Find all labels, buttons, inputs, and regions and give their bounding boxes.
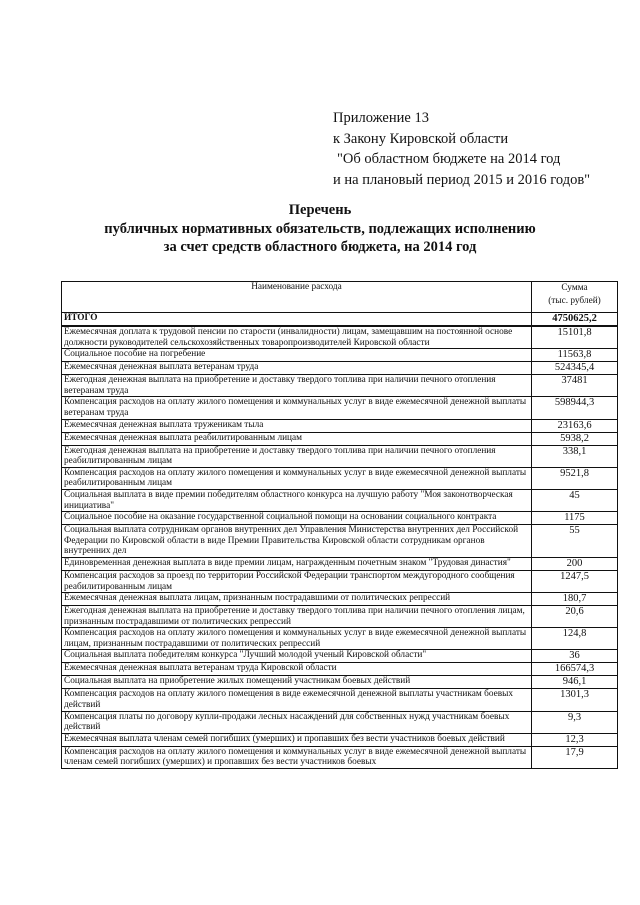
table-row <box>62 467 618 489</box>
expense-sum-cell: 15101,8 <box>532 326 618 349</box>
table-row <box>62 489 618 511</box>
expense-sum-cell: 17,9 <box>532 746 618 768</box>
expense-sum-cell: 12,3 <box>532 733 618 746</box>
expense-name-cell: Ежегодная денежная выплата на приобретение и доставку твердого топлива при наличии печного отопления ветеранам труда <box>62 375 532 397</box>
expense-name-cell: Компенсация расходов на оплату жилого помещения и коммунальных услуг в виде ежемесячной денежной выплаты лицам, признанным пострадавшими от политических репрессий <box>62 628 532 650</box>
appendix-line: к Закону Кировской области <box>333 130 509 147</box>
table-row <box>62 689 618 711</box>
expense-name-cell: Ежемесячная денежная выплата ветеранам труда <box>62 362 532 375</box>
expense-name-cell: Ежемесячная доплата к трудовой пенсии по старости (инвалидности) лицам, замещавшим на постоянной основе должности руководителей сельскохозяйственных товаропроизводителей Кировской области <box>62 326 532 349</box>
expense-name-cell: Социальная выплата сотрудникам органов внутренних дел Управления Министерства внутренних дел Российской Федерации по Кировской области в виде Премии Правительства Кировской области сотрудникам органов внутренних дел <box>62 525 532 558</box>
expense-name-cell: Компенсация расходов за проезд по территории Российской Федерации транспортом междугородного сообщения реабилитированным лицам <box>62 570 532 592</box>
expense-name-cell: Компенсация расходов на оплату жилого помещения и коммунальных услуг в виде ежемесячной денежной выплаты членам семей погибших (умерших) и пропавших без вести участников боевых <box>62 746 532 768</box>
expense-sum-cell: 9,3 <box>532 711 618 733</box>
appendix-block <box>333 108 590 190</box>
expense-sum-cell: 45 <box>532 489 618 511</box>
expense-name-cell: Ежемесячная денежная выплата реабилитированным лицам <box>62 432 532 445</box>
expense-name-cell: Социальная выплата на приобретение жилых помещений участникам боевых действий <box>62 676 532 689</box>
expense-name-cell: Ежегодная денежная выплата на приобретение и доставку твердого топлива при наличии печного отопления реабилитированным лицам <box>62 445 532 467</box>
table-row <box>62 570 618 592</box>
table-row <box>62 711 618 733</box>
expense-sum-cell: 1301,3 <box>532 689 618 711</box>
table-row <box>62 593 618 606</box>
header-sum-cell <box>532 282 618 313</box>
title-line: Перечень <box>288 202 352 218</box>
total-value: 4750625,2 <box>532 313 618 327</box>
expense-sum-cell: 1247,5 <box>532 570 618 592</box>
expense-sum-cell: 946,1 <box>532 676 618 689</box>
expense-name-cell: Ежемесячная денежная выплата ветеранам труда Кировской области <box>62 663 532 676</box>
title-line: публичных нормативных обязательств, подлежащих исполнению <box>104 220 536 237</box>
expense-name-cell: Ежемесячная денежная выплата труженикам тыла <box>62 419 532 432</box>
table-row <box>62 362 618 375</box>
header-name-cell: Наименование расхода <box>62 282 532 313</box>
table-row <box>62 628 618 650</box>
expense-sum-cell: 11563,8 <box>532 349 618 362</box>
table-row <box>62 746 618 768</box>
table-row <box>62 375 618 397</box>
table-row <box>62 512 618 525</box>
header-sum-label: Сумма <box>561 283 588 293</box>
appendix-line: Приложение 13 <box>333 110 429 126</box>
table-row <box>62 606 618 628</box>
table-row <box>62 432 618 445</box>
expense-name-cell: Социальное пособие на оказание государственной социальной помощи на основании социального контракта <box>62 512 532 525</box>
expense-name-cell: Социальное пособие на погребение <box>62 349 532 362</box>
document-title <box>0 201 640 257</box>
expense-sum-cell: 166574,3 <box>532 663 618 676</box>
table-row <box>62 397 618 419</box>
table-row <box>62 557 618 570</box>
header-sum-unit: (тыс. рублей) <box>548 296 601 306</box>
expense-name-cell: Ежемесячная денежная выплата лицам, признанным пострадавшими от политических репрессий <box>62 593 532 606</box>
expense-sum-cell: 200 <box>532 557 618 570</box>
expense-name-cell: Ежегодная денежная выплата на приобретение и доставку твердого топлива при наличии печного отопления лицам, признанным пострадавшими от политических репрессий <box>62 606 532 628</box>
expense-name-cell: Социальная выплата победителям конкурса "Лучший молодой ученый Кировской области" <box>62 650 532 663</box>
expense-sum-cell: 524345,4 <box>532 362 618 375</box>
table-row <box>62 525 618 558</box>
expense-sum-cell: 55 <box>532 525 618 558</box>
expense-name-cell: Компенсация расходов на оплату жилого помещения и коммунальных услуг в виде ежемесячной денежной выплаты реабилитированным лицам <box>62 467 532 489</box>
expense-name-cell: Социальная выплата в виде премии победителям областного конкурса на лучшую работу "Моя законотворческая инициатива" <box>62 489 532 511</box>
expense-name-cell: Ежемесячная выплата членам семей погибших (умерших) и пропавших без вести участников боевых действий <box>62 733 532 746</box>
expense-sum-cell: 37481 <box>532 375 618 397</box>
obligations-table <box>61 281 618 769</box>
total-label: ИТОГО <box>62 313 532 327</box>
table-row <box>62 733 618 746</box>
title-line: за счет средств областного бюджета, на 2014 год <box>163 239 477 255</box>
appendix-line: "Об областном бюджете на 2014 год <box>337 151 561 167</box>
table-row <box>62 650 618 663</box>
table-row <box>62 419 618 432</box>
expense-name-cell: Компенсация расходов на оплату жилого помещения в виде ежемесячной денежной выплаты участникам боевых действий <box>62 689 532 711</box>
expense-name-cell: Компенсация расходов на оплату жилого помещения и коммунальных услуг в виде ежемесячной денежной выплаты ветеранам труда <box>62 397 532 419</box>
expense-sum-cell: 124,8 <box>532 628 618 650</box>
expense-sum-cell: 180,7 <box>532 593 618 606</box>
table-header-row <box>62 282 618 313</box>
expense-sum-cell: 23163,6 <box>532 419 618 432</box>
expense-sum-cell: 598944,3 <box>532 397 618 419</box>
expense-sum-cell: 5938,2 <box>532 432 618 445</box>
expense-name-cell: Компенсация платы по договору купли-продажи лесных насаждений для собственных нужд участникам боевых действий <box>62 711 532 733</box>
table-row <box>62 349 618 362</box>
expense-sum-cell: 36 <box>532 650 618 663</box>
table-row <box>62 326 618 349</box>
expense-sum-cell: 9521,8 <box>532 467 618 489</box>
expense-name-cell: Единовременная денежная выплата в виде премии лицам, награжденным почетным знаком "Трудовая династия" <box>62 557 532 570</box>
expense-sum-cell: 1175 <box>532 512 618 525</box>
table-row <box>62 676 618 689</box>
total-row <box>62 313 618 327</box>
appendix-line: и на плановый период 2015 и 2016 годов" <box>333 171 591 188</box>
table-row <box>62 663 618 676</box>
expense-sum-cell: 20,6 <box>532 606 618 628</box>
expense-sum-cell: 338,1 <box>532 445 618 467</box>
table-row <box>62 445 618 467</box>
